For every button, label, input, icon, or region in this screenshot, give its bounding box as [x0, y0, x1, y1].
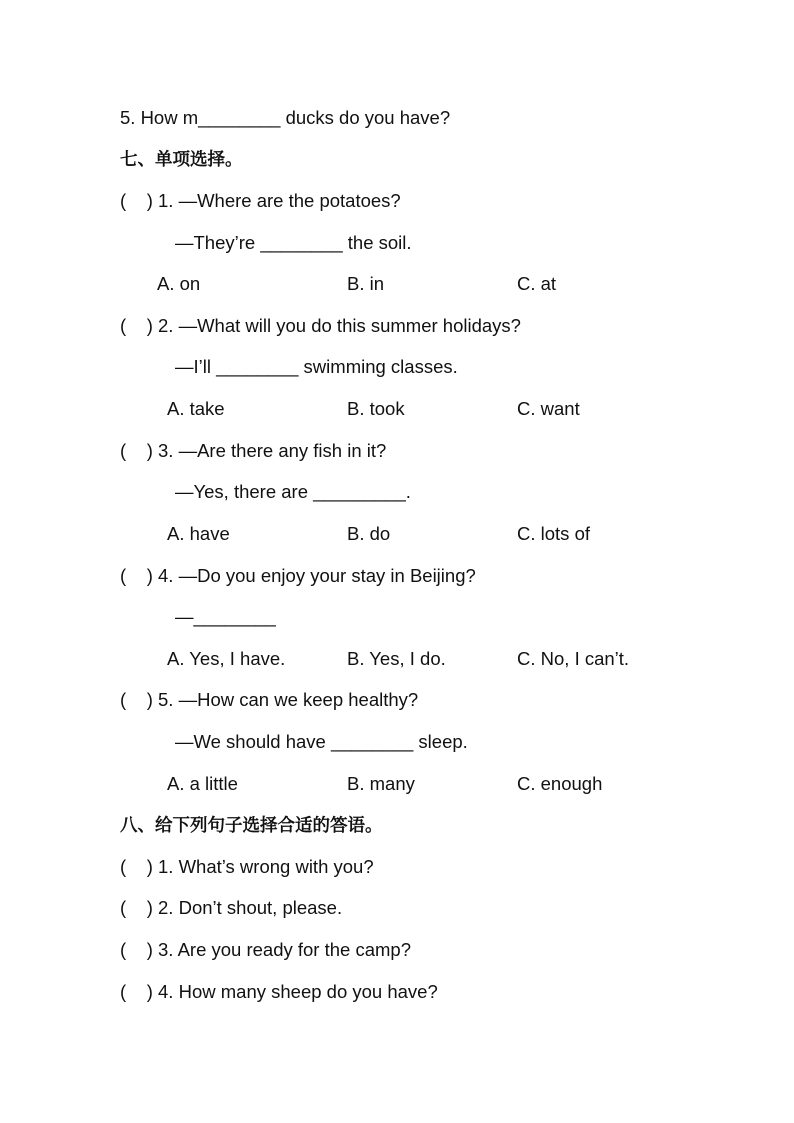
answer-line-2: —I’ll ________ swimming classes.	[175, 356, 458, 377]
option-5b: B. many	[347, 773, 415, 794]
answer-line-4: —________	[175, 606, 276, 627]
option-4a: A. Yes, I have.	[167, 648, 286, 669]
question-3: ( ) 3. —Are there any fish in it?	[120, 440, 387, 461]
match-item-1: ( ) 1. What’s wrong with you?	[120, 856, 374, 877]
match-item-4: ( ) 4. How many sheep do you have?	[120, 981, 438, 1002]
option-4c: C. No, I can’t.	[517, 648, 630, 669]
answer-line-1: —They’re ________ the soil.	[175, 232, 412, 253]
fill-item-5: 5. How m________ ducks do you have?	[120, 107, 451, 128]
option-2a: A. take	[167, 398, 225, 419]
match-item-2: ( ) 2. Don’t shout, please.	[120, 897, 343, 918]
option-5c: C. enough	[517, 773, 603, 794]
option-3a: A. have	[167, 523, 230, 544]
section7-heading: 七、单项选择。	[120, 150, 243, 170]
match-item-3: ( ) 3. Are you ready for the camp?	[120, 939, 411, 960]
option-2b: B. took	[347, 398, 405, 419]
question-4: ( ) 4. —Do you enjoy your stay in Beijing?	[120, 565, 476, 586]
option-5a: A. a little	[167, 773, 238, 794]
option-4b: B. Yes, I do.	[347, 648, 446, 669]
section8-heading: 八、给下列句子选择合适的答语。	[120, 816, 383, 836]
answer-line-3: —Yes, there are _________.	[175, 481, 411, 502]
option-1a: A. on	[157, 273, 201, 294]
answer-line-5: —We should have ________ sleep.	[175, 731, 468, 752]
option-3c: C. lots of	[517, 523, 590, 544]
option-2c: C. want	[517, 398, 580, 419]
option-1b: B. in	[347, 273, 385, 294]
question-5: ( ) 5. —How can we keep healthy?	[120, 689, 419, 710]
question-1: ( ) 1. —Where are the potatoes?	[120, 190, 401, 211]
option-3b: B. do	[347, 523, 391, 544]
question-2: ( ) 2. —What will you do this summer holidays?	[120, 315, 521, 336]
option-1c: C. at	[517, 273, 557, 294]
